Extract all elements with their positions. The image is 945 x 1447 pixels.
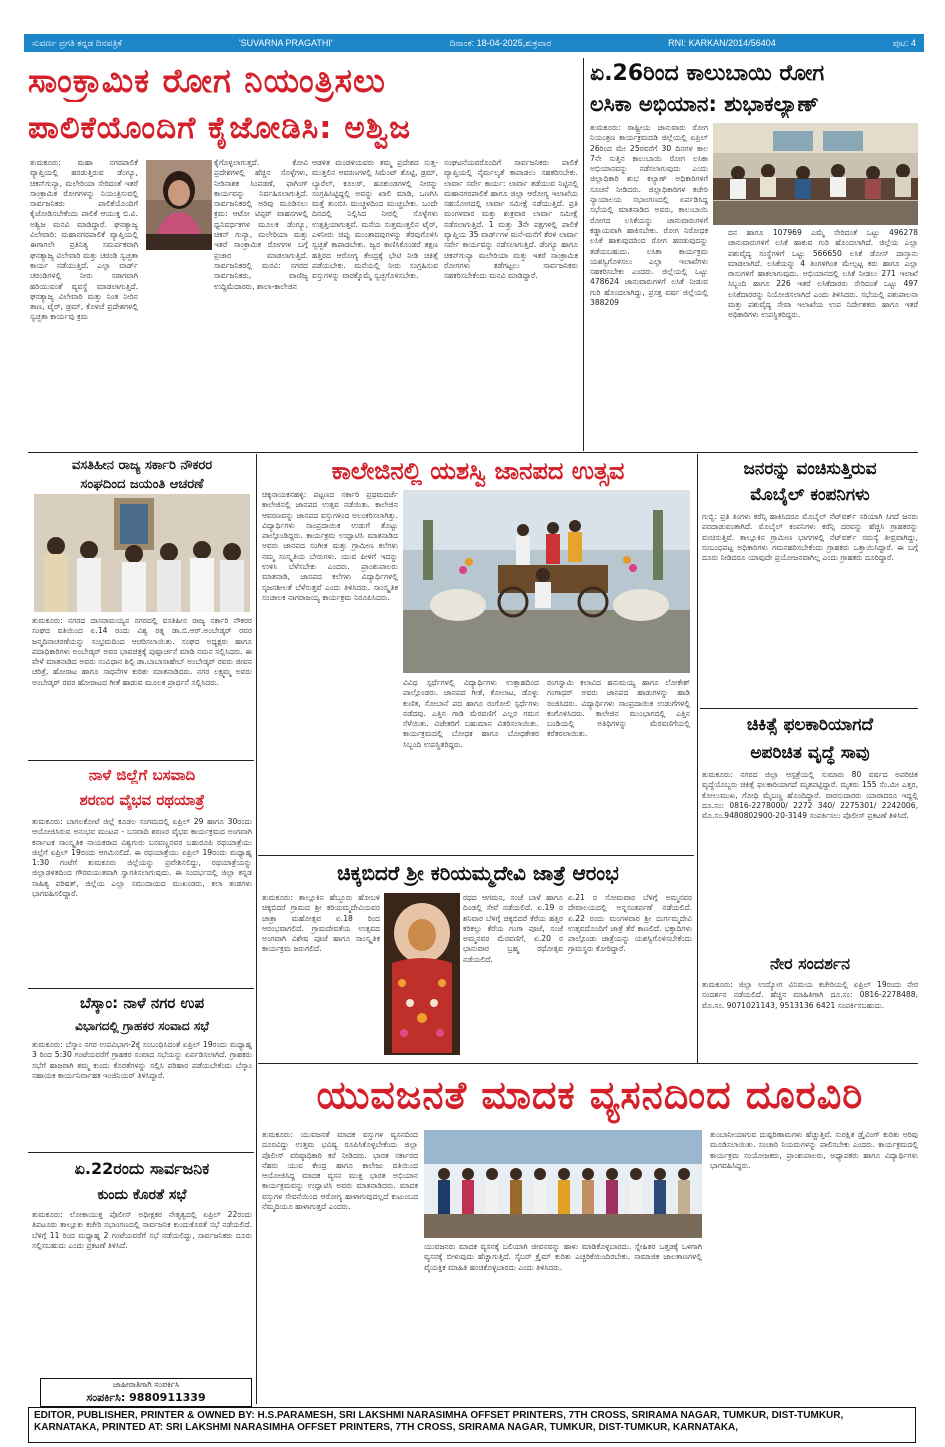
divider	[28, 988, 254, 989]
divider	[28, 760, 254, 761]
mobile-headline-line1: ಜನರನ್ನು ವಂಚಿಸುತ್ತಿರುವ	[743, 459, 877, 479]
masthead-page: ಪುಟ: 4	[892, 37, 916, 48]
folk-festival-photo	[403, 490, 690, 673]
temple-deity-photo	[384, 893, 460, 1055]
ad-box	[40, 1378, 252, 1407]
vaccine-col1: ತುಮಕೂರು: ರಾಷ್ಟ್ರೀಯ ಜಾನುವಾರು ರೋಗ ನಿಯಂತ್ರಣ ಕಾರ್ಯಕ್ರಮದಡಿ ಜಿಲ್ಲೆಯಲ್ಲಿ ಏಪ್ರಿಲ್ 26ರಿಂದ ಮೇ 25ರವರೆಗೆ 30 ದಿನಗಳ ಕಾಲ 7ನೇ ಸುತ್ತಿನ ಕಾಲುಬಾಯಿ ರೋಗ ಲಸಿಕಾ ಅಭಿಯಾನವನ್ನು ನಡೆಸಲಾಗುವುದು ಎಂದು ಜಿಲ್ಲಾಧಿಕಾರಿ ಶುಭ ಕಲ್ಯಾಣ್ ಅಧಿಕಾರಿಗಳಿಗೆ ಸೂಚನೆ ನೀಡಿದರು. ಜಿಲ್ಲಾಧಿಕಾರಿಗಳ ಕಚೇರಿ ನ್ಯಾಯಾಲಯ ಸಭಾಂಗಣದಲ್ಲಿ ಏರ್ಪಡಿಸಿದ್ದ ಸಭೆಯಲ್ಲಿ ಮಾತನಾಡಿದ ಅವರು, ಕಾಲುಬಾಯಿ ರೋಗದ ಲಸಿಕೆಯನ್ನು ಜಾನುವಾರುಗಳಿಗೆ ಕಡ್ಡಾಯವಾಗಿ ಹಾಕಿಸಬೇಕು. ರೋಗ ನಿರೋಧಕ ಲಸಿಕೆ ಹಾಕುವುದರಿಂದ ರೋಗ ಹರಡುವುದನ್ನು ತಡೆಯಬಹುದು. ಲಸಿಕಾ ಕಾರ್ಯಕ್ರಮ ಯಶಸ್ವಿಗೊಳಿಸಲು ಎಲ್ಲಾ ಇಲಾಖೆಗಳು ಸಹಕರಿಸಬೇಕು ಎಂದರು. ಜಿಲ್ಲೆಯಲ್ಲಿ ಒಟ್ಟು 478624 ಜಾನುವಾರುಗಳಿಗೆ ಲಸಿಕೆ ನೀಡುವ ಗುರಿ ಹೊಂದಲಾಗಿದ್ದು, ಪ್ರಸಕ್ತ ವರ್ಷ ಜಿಲ್ಲೆಯಲ್ಲಿ 388209	[590, 123, 708, 308]
folk-col3: ರಂಗಸ್ವಾಮಿ ಕಲಾವಿದ ಹನುಮಯ್ಯ ಹಾಗೂ ಲೋಕೇಶ್ ಗಂಗಾಧರ್ ಅವರು ಜಾನಪದ ಹಾಡುಗಳನ್ನು ಹಾಡಿ ರಂಜಿಸಿದರು. ವಿದ್ಯಾರ್ಥಿಗಳು ಸಾಂಪ್ರದಾಯಿಕ ಉಡುಗೆಗಳಲ್ಲಿ ಕಂಗೊಳಿಸಿದರು. ಕಾಲೇಜಿನ ಮುಂಭಾಗದಲ್ಲಿ ಎತ್ತಿನ ಬಂಡಿಯಲ್ಲಿ ಅತಿಥಿಗಳನ್ನು ಮೆರವಣಿಗೆಯಲ್ಲಿ ಕರೆತರಲಾಯಿತು.	[547, 678, 690, 739]
divider	[256, 454, 257, 1404]
ad-phone: 9880911339	[129, 1391, 206, 1404]
ad-line1: ಜಾಹೀರಾತಿಗಾಗಿ ಸಂಪರ್ಕಿಸಿ	[112, 1380, 180, 1389]
masthead-bar	[24, 34, 924, 52]
basava-body: ತುಮಕೂರು: ಬಾಗಲಕೋಟೆ ಜಿಲ್ಲೆ ಕೂಡಲ ಸಂಗಮದಲ್ಲಿ ಏಪ್ರಿಲ್ 29 ಹಾಗೂ 30ರಂದು ಆಯೋಜಿಸಿರುವ ಅನುಭವ ಮಂಟಪ - ಬಸವಾದಿ ಶರಣರ ವೈಭವ ಕಾರ್ಯಕ್ರಮದ ಅಂಗವಾಗಿ ಕರ್ನಾಟಕ ಸಾಂಸ್ಕೃತಿಕ ನಾಯಕರಾದ ವಿಶ್ವಗುರು ಬಸವಣ್ಣನವರ ಬಹುರೂಪಿ ರಥಯಾತ್ರೆಯು ಜಿಲ್ಲೆಗೆ ಏಪ್ರಿಲ್ 19ರಂದು ಆಗಮಿಸಲಿದೆ. ಈ ರಥಯಾತ್ರೆಯು ಏಪ್ರಿಲ್ 19ರಂದು ಮಧ್ಯಾಹ್ನ 1:30 ಗಂಟೆಗೆ ತುಮಕೂರು ಜಿಲ್ಲೆಯನ್ನು ಪ್ರವೇಶಿಸಲಿದ್ದು, ರಥಯಾತ್ರೆಯನ್ನು ಜಿಲ್ಲಾಡಳಿತದಿಂದ ಗೌರವಯುತವಾಗಿ ಸ್ವಾಗತಿಸಲಾಗುವುದು. ಈ ಸಂದರ್ಭದಲ್ಲಿ ಜಿಲ್ಲಾ ಕನ್ನಡ ಸಾಹಿತ್ಯ ಪರಿಷತ್, ಜಿಲ್ಲೆಯ ಎಲ್ಲಾ ಸಮುದಾಯದ ಮುಖಂಡರು, ಕಲಾ ತಂಡಗಳು ಭಾಗವಹಿಸಲಿದ್ದಾರೆ.	[32, 817, 252, 899]
basava-headline-line2: ಶರಣರ ವೈಭವ ರಥಯಾತ್ರೆ	[79, 791, 205, 809]
main-col1: ತುಮಕೂರು: ಮಹಾ ನಗರಪಾಲಿಕೆ ವ್ಯಾಪ್ತಿಯಲ್ಲಿ ಹರಡುತ್ತಿರುವ ಡೆಂಗ್ಯೂ, ಚಿಕನ್‌ಗುನ್ಯಾ, ಮಲೇರಿಯಾ ಸೇರಿದಂತೆ ಇತರೆ ಸಾಂಕ್ರಾಮಿಕ ರೋಗಗಳನ್ನು ನಿಯಂತ್ರಿಸುವಲ್ಲಿ ಸಾರ್ವಜನಿಕರು ಪಾಲಿಕೆಯೊಂದಿಗೆ ಕೈಜೋಡಿಸಬೇಕೆಂದು ಪಾಲಿಕೆ ಆಯುಕ್ತ ಬಿ.ವಿ. ಅಶ್ವಿಜ ಮನವಿ ಮಾಡಿದ್ದಾರೆ. ಘನತ್ಯಾಜ್ಯ ವಿಲೇವಾರಿ: ಮಹಾನಗರಪಾಲಿಕೆ ವ್ಯಾಪ್ತಿಯಲ್ಲಿ ಈಗಾಗಲೇ ಪ್ರತಿನಿತ್ಯ ಸಮರ್ಪಕವಾಗಿ ಘನತ್ಯಾಜ್ಯ ವಿಲೇವಾರಿ ಮತ್ತು ಚರಂಡಿ ಸ್ವಚ್ಛತಾ ಕಾರ್ಯ ನಡೆಯುತ್ತಿದೆ. ಎಲ್ಲಾ ವಾರ್ಡ್ ಚರಂಡಿಗಳಲ್ಲಿ ನೀರು ಸರಾಗವಾಗಿ ಹರಿಯುವಂತೆ ವ್ಯವಸ್ಥೆ ಮಾಡಲಾಗುತ್ತಿದೆ. ಘನತ್ಯಾಜ್ಯ ವಿಲೇವಾರಿ ಮತ್ತು ನಿಂತ ನೀರಿನ ತಾಣ, ಟೈರ್, ಡ್ರಮ್, ಕೊಳಚೆ ಪ್ರದೇಶಗಳಲ್ಲಿ ಸ್ವಚ್ಛತಾ ಕಾರ್ಯವು ಕ್ರಮ	[30, 158, 138, 322]
drug-headline: ಯುವಜನತೆ ಮಾದಕ ವ್ಯಸನದಿಂದ ದೂರವಿರಿ	[316, 1073, 864, 1117]
folk-headline: ಕಾಲೇಜಿನಲ್ಲಿ ಯಶಸ್ವಿ ಜಾನಪದ ಉತ್ಸವ	[331, 457, 625, 485]
divider	[700, 708, 918, 709]
main-col4: ಸಂಘಟನೆಯವರೊಂದಿಗೆ ಸಾರ್ವಜನಿಕರು ಪಾಲಿಕೆ ವ್ಯಾಪ್ತಿಯಲ್ಲಿ ನೈರ್ಮಲ್ಯತೆ ಕಾಪಾಡಲು ಸಹಕರಿಸಬೇಕು. ಲಾರ್ವಾ ಸರ್ವೇ ಕಾರ್ಯ: ಲಾರ್ವಾ ತಡೆಯುವ ನಿಟ್ಟಿನಲ್ಲಿ ಮಹಾನಗರಪಾಲಿಕೆ ಹಾಗೂ ಜಿಲ್ಲಾ ಆರೋಗ್ಯ ಇಲಾಖೆಯ ಸಹಯೋಗದಲ್ಲಿ ಲಾರ್ವಾ ಸಮೀಕ್ಷೆ ನಡೆಯುತ್ತಿದೆ. ಪ್ರತಿ ಮಂಗಳವಾರ ಮತ್ತು ಶುಕ್ರವಾರ ಲಾರ್ವಾ ಸಮೀಕ್ಷೆ ನಡೆಸಲಾಗುತ್ತಿದೆ. 1 ಮತ್ತು 3ನೇ ಪಕ್ಷಗಳಲ್ಲಿ ಪಾಲಿಕೆ ವ್ಯಾಪ್ತಿಯ 35 ವಾರ್ಡ್‌ಗಳ ಮನೆ-ಮನೆಗೆ ತೆರಳಿ ಲಾರ್ವಾ ಸರ್ವೇ ಕಾರ್ಯವನ್ನು ನಡೆಸಲಾಗುತ್ತಿದೆ. ಡೆಂಗ್ಯೂ ಹಾಗೂ ಚಿಕನ್‌ಗುನ್ಯಾ ಮಲೇರಿಯಾ ಮತ್ತು ಇತರೆ ಸಾಂಕ್ರಾಮಿಕ ರೋಗಗಳು ತಡೆಗಟ್ಟಲು ಸಾರ್ವಜನಿಕರು ಸಹಕರಿಸಬೇಕೆಂದು ಮನವಿ ಮಾಡಿದ್ದಾರೆ.	[444, 158, 578, 281]
masthead-title: 'SUVARNA PRAGATHI'	[238, 38, 333, 48]
mobile-headline-line2: ಮೊಬೈಲ್ ಕಂಪನಿಗಳು	[750, 485, 870, 505]
elder-body: ತುಮಕೂರು: ನಗರದ ಜಿಲ್ಲಾ ಆಸ್ಪತ್ರೆಯಲ್ಲಿ ಸುಮಾರು 80 ವರ್ಷದ ಅಪರಿಚಿತ ವೃದ್ಧೆಯೊಬ್ಬರು ಚಿಕಿತ್ಸೆ ಫಲಕಾರಿಯಾಗದೆ ಮೃತಪಟ್ಟಿದ್ದಾರೆ. ಮೃತರು 155 ಸೆಂ.ಮೀ ಎತ್ತರ, ಕೋಲುಮುಖ, ಗೋಧಿ ಮೈಬಣ್ಣ ಹೊಂದಿದ್ದಾರೆ. ವಾರಸುದಾರರು ಯಾರಾದರೂ ಇದ್ದಲ್ಲಿ ದೂ.ಸಂ: 0816-2278000/ 2272 340/ 2275301/ 2242006, ಮೊ.ಸಂ.9480802900-20-3149 ಸಂಪರ್ಕಿಸಲು ಪೊಲೀಸ್ ಪ್ರಕಟಣೆ ತಿಳಿಸಿದೆ.	[702, 770, 918, 821]
masthead-left: ಸುವರ್ಣ ಪ್ರಗತಿ ಕನ್ನಡ ದಿನಪತ್ರಿಕೆ	[32, 37, 122, 48]
divider	[28, 452, 918, 453]
commissioner-photo	[146, 160, 212, 250]
police-body: ತುಮಕೂರು: ಲೋಕಾಯುಕ್ತ ಪೊಲೀಸ್ ಅಧೀಕ್ಷಕರ ನೇತೃತ್ವದಲ್ಲಿ ಏಪ್ರಿಲ್ 22ರಂದು ತಿಪಟೂರು ತಾಲ್ಲೂಕು ಕಚೇರಿ ಸಭಾಂಗಣದಲ್ಲಿ ಸಾರ್ವಜನಿಕ ಕುಂದುಕೊರತೆ ಸಭೆ ನಡೆಯಲಿದೆ. ಬೆಳಿಗ್ಗೆ 11 ರಿಂದ ಮಧ್ಯಾಹ್ನ 2 ಗಂಟೆಯವರೆಗೆ ಸಭೆ ನಡೆಯಲಿದ್ದು, ಸಾರ್ವಜನಿಕರು ದೂರು ಸಲ್ಲಿಸಬಹುದು ಎಂದು ಪ್ರಕಟಣೆ ತಿಳಿಸಿದೆ.	[32, 1210, 252, 1250]
vaccine-headline-line2: ಲಸಿಕಾ ಅಭಿಯಾನ: ಶುಭಾಕಲ್ಯಾಣ್	[590, 92, 819, 116]
main-headline-line2: ಪಾಲಿಕೆಯೊಂದಿಗೆ ಕೈಜೋಡಿಸಿ: ಅಶ್ವಿಜ	[28, 110, 412, 146]
interview-headline: ನೇರ ಸಂದರ್ಶನ	[769, 954, 851, 973]
divider	[583, 58, 584, 451]
mobile-body: ಗುಬ್ಬಿ: ಪ್ರತಿ ತಿಂಗಳು ಕರೆನ್ಸಿ ಹಾಕಿಸಿದರೂ ಮೊಬೈಲ್ ನೆಟ್‌ವರ್ಕ್ ಸರಿಯಾಗಿ ಸಿಗದೆ ಜನರು ಪರದಾಡುವಂತಾಗಿದೆ. ಮೊಬೈಲ್ ಕಂಪನಿಗಳು ಕರೆನ್ಸಿ ದರವನ್ನು ಹೆಚ್ಚಿಸಿ ಗ್ರಾಹಕರನ್ನು ವಂಚಿಸುತ್ತಿವೆ. ತಾಲ್ಲೂಕಿನ ಗ್ರಾಮೀಣ ಭಾಗಗಳಲ್ಲಿ ನೆಟ್‌ವರ್ಕ್ ಸಮಸ್ಯೆ ತೀವ್ರವಾಗಿದ್ದು, ಸಂಬಂಧಪಟ್ಟ ಅಧಿಕಾರಿಗಳು ಗಮನಹರಿಸಬೇಕೆಂದು ಗ್ರಾಹಕರು ಒತ್ತಾಯಿಸಿದ್ದಾರೆ. ಈ ಬಗ್ಗೆ ದೂರು ನೀಡಿದರೂ ಯಾವುದೇ ಪ್ರಯೋಜನವಾಗಿಲ್ಲ ಎಂದು ಗ್ರಾಹಕರು ದೂರಿದ್ದಾರೆ.	[702, 512, 918, 563]
main-headline-line1: ಸಾಂಕ್ರಾಮಿಕ ರೋಗ ನಿಯಂತ್ರಿಸಲು	[28, 61, 386, 100]
main-col2: ಕೈಗೊಳ್ಳಲಾಗುತ್ತದೆ. ಕೋವಿ ಪ್ರದೇಶಗಳಲ್ಲಿ ಹೆಚ್ಚಿನ ಸೊಳ್ಳೆಗಳು, ನೀರಿನಾಶಕ ಸಿಂಪಡಣೆ, ಫಾಗಿಂಗ್ ಕಾರ್ಯವನ್ನು ನಿರ್ವಹಿಸಲಾಗುತ್ತಿದೆ. ಸಾರ್ವಜನಿಕರಲ್ಲಿ ಅರಿವು ಮೂಡಿಸಲು ಕ್ರಮ: ಆಟೋ ಟಿಪ್ಪರ್ ವಾಹನಗಳಲ್ಲಿ ಧ್ವನಿವರ್ಧಕಗಳ ಮೂಲಕ ಡೆಂಗ್ಯೂ, ಚಿಕನ್ ಗುನ್ಯಾ, ಮಲೇರಿಯಾ ಮತ್ತು ಇತರೆ ಸಾಂಕ್ರಾಮಿಕ ರೋಗಗಳ ಬಗ್ಗೆ ಪ್ರಚಾರ ಮಾಡಲಾಗುತ್ತಿದೆ. ಸಾರ್ವಜನಿಕರಲ್ಲಿ ಮನವಿ: ನಗರದ ಸಾರ್ವಜನಿಕರು, ವಾಣಿಜ್ಯ ಉದ್ದಿಮೆದಾರರು, ಶಾಲಾ-ಕಾಲೇಜಿನ	[214, 158, 308, 291]
folk-col1: ಚಿಕ್ಕನಾಯಕನಹಳ್ಳಿ: ಪಟ್ಟಣದ ಸರ್ಕಾರಿ ಪ್ರಥಮದರ್ಜೆ ಕಾಲೇಜಿನಲ್ಲಿ ಜಾನಪದ ಉತ್ಸವ ನಡೆಯಿತು. ಕಾಲೇಜಿನ ಆವರಣವನ್ನು ಜಾನಪದ ವಸ್ತುಗಳಿಂದ ಅಲಂಕರಿಸಲಾಗಿತ್ತು. ವಿದ್ಯಾರ್ಥಿಗಳು ಸಾಂಪ್ರದಾಯಿಕ ಉಡುಗೆ ತೊಟ್ಟು ಪಾಲ್ಗೊಂಡಿದ್ದರು. ಕಾರ್ಯಕ್ರಮ ಉದ್ಘಾಟಿಸಿ ಮಾತನಾಡಿದ ಅವರು ಜಾನಪದ ಸಂಗೀತ ಮತ್ತು ಗ್ರಾಮೀಣ ಕಲೆಗಳು ನಮ್ಮ ಸಂಸ್ಕೃತಿಯ ಬೇರುಗಳು. ಯುವ ಪೀಳಿಗೆ ಇದನ್ನು ಉಳಿಸಿ ಬೆಳೆಸಬೇಕು ಎಂದರು. ಪ್ರಾಂಶುಪಾಲರು ಮಾತನಾಡಿ, ಜಾನಪದ ಕಲೆಗಳು ವಿದ್ಯಾರ್ಥಿಗಳಲ್ಲಿ ಸೃಜನಶೀಲತೆ ಬೆಳೆಸುತ್ತವೆ ಎಂದು ತಿಳಿಸಿದರು. ಸಾಂಸ್ಕೃತಿಕ ಸಂಚಾಲಕ ನಾಗರಾಜಯ್ಯ ಕಾರ್ಯಕ್ರಮ ನಿರೂಪಿಸಿದರು.	[262, 490, 398, 602]
police-headline-line1: ಏ.22ರಂದು ಸಾರ್ವಜನಿಕ	[74, 1159, 210, 1178]
basava-headline-line1: ನಾಳೆ ಜಿಲ್ಲೆಗೆ ಬಸವಾದಿ	[88, 766, 196, 784]
ambedkar-body: ತುಮಕೂರು: ನಗರದ ದಾಸರಾಮಯ್ಯನ ನಗರದಲ್ಲಿ ವಸತಿಹೀನ ರಾಜ್ಯ ಸರ್ಕಾರಿ ನೌಕರರ ಸಂಘದ ವತಿಯಿಂದ ಏ.14 ರಂದು ವಿಶ್ವ ರತ್ನ ಡಾ.ಬಿ.ಆರ್.ಅಂಬೇಡ್ಕರ್ ರವರ ಜನ್ಮದಿನಾಚರಣೆಯನ್ನು ಸಂಭ್ರಮದಿಂದ ಆಚರಿಸಲಾಯಿತು. ಸಂಘದ ಅಧ್ಯಕ್ಷರು ಹಾಗೂ ಪದಾಧಿಕಾರಿಗಳು ಅಂಬೇಡ್ಕರ್ ಅವರ ಭಾವಚಿತ್ರಕ್ಕೆ ಪುಷ್ಪಾರ್ಚನೆ ಮಾಡಿ ನಮನ ಸಲ್ಲಿಸಿದರು. ಈ ವೇಳೆ ಮಾತನಾಡಿದ ಅವರು ಸಂವಿಧಾನ ಶಿಲ್ಪಿ ಡಾ.ಬಾಬಾಸಾಹೇಬ್ ಅಂಬೇಡ್ಕರ್ ರವರು ಜೀವನ ಚರಿತ್ರೆ, ಹೋರಾಟ ಹಾಗೂ ಸಾಧನೆಗಳ ಕುರಿತು ಮಾತನಾಡಿದರು. ನಗರ ಲಕ್ಷ್ಮಮ್ಮ ಅವರು ಅಂಬೇಡ್ಕರ್ ರವರ ಹೋರಾಟದ ಗೀತೆ ಹಾಡುವ ಮೂಲಕ ಪ್ರಾರ್ಥನೆ ಸಲ್ಲಿಸಿದರು.	[32, 616, 252, 687]
elder-headline-line2: ಅಪರಿಚಿತ ವೃದ್ಧೆ ಸಾವು	[750, 743, 870, 763]
drug-col3: ತುಂಬಾನೀಯಾಗುವ ದುಷ್ಪರಿಣಾಮಗಳು ಹೆಚ್ಚುತ್ತಿವೆ. ಸುರಕ್ಷಿತ ಡ್ರೈವಿಂಗ್ ಕುರಿತು ಅರಿವು ಮೂಡಿಸಲಾಯಿತು. ಸಂಚಾರಿ ನಿಯಮಗಳನ್ನು ಪಾಲಿಸಬೇಕು ಎಂದರು. ಕಾರ್ಯಕ್ರಮದಲ್ಲಿ ಕಾರ್ಯಕ್ರಮ ಸಂಯೋಜಕರು, ಪ್ರಾಂಶುಪಾಲರು, ಅಧ್ಯಾಪಕರು ಹಾಗೂ ವಿದ್ಯಾರ್ಥಿಗಳು ಭಾಗವಹಿಸಿದ್ದರು.	[710, 1130, 918, 1170]
masthead-date: ದಿನಾಂಕ: 18-04-2025,ಶುಕ್ರವಾರ	[449, 37, 552, 48]
main-col2-a	[146, 256, 212, 450]
police-headline-line2: ಕುಂದು ಕೊರತೆ ಸಭೆ	[97, 1187, 187, 1203]
folk-col2: ವಿವಿಧ ಸ್ಪರ್ಧೆಗಳಲ್ಲಿ ವಿದ್ಯಾರ್ಥಿಗಳು ಉತ್ಸಾಹದಿಂದ ಪಾಲ್ಗೊಂಡರು. ಜಾನಪದ ಗೀತೆ, ಕೋಲಾಟ, ಡೊಳ್ಳು ಕುಣಿತ, ಸೋಬಾನೆ ಪದ ಹಾಗೂ ರಂಗೋಲಿ ಸ್ಪರ್ಧೆಗಳು ನಡೆದವು. ಎತ್ತಿನ ಗಾಡಿ ಮೆರವಣಿಗೆ ಎಲ್ಲರ ಗಮನ ಸೆಳೆಯಿತು. ವಿಜೇತರಿಗೆ ಬಹುಮಾನ ವಿತರಿಸಲಾಯಿತು. ಕಾರ್ಯಕ್ರಮದಲ್ಲಿ ಬೋಧಕ ಹಾಗೂ ಬೋಧಕೇತರ ಸಿಬ್ಬಂದಿ ಉಪಸ್ಥಿತರಿದ್ದರು.	[403, 678, 539, 749]
vaccine-headline-line1: ಏ.26ರಿಂದ ಕಾಲುಬಾಯಿ ರೋಗ	[590, 61, 825, 86]
ambedkar-headline-line2: ಸಂಘದಿಂದ ಜಯಂತಿ ಆಚರಣೆ	[80, 477, 204, 492]
drug-event-photo	[424, 1130, 702, 1238]
imprint-footer: EDITOR, PUBLISHER, PRINTER & OWNED BY: H.S.PARAMESH, SRI LAKSHMI NARASIMHA OFFSET PRINTERS, 7TH CROSS, SRIRAMA NAGAR, TUMKUR, DIST-TUMKUR, KARNATAKA, PRINTED AT: SRI LAKSHMI NARASIMHA OFFSET PRINTERS, 7TH CROSS, SRIRAMA NAGAR, TUMKUR, DIST-TUMKUR, KARNATAKA,	[28, 1407, 916, 1443]
interview-body: ತುಮಕೂರು: ಜಿಲ್ಲಾ ಉದ್ಯೋಗ ವಿನಿಮಯ ಕಚೇರಿಯಲ್ಲಿ ಏಪ್ರಿಲ್ 19ರಂದು ನೇರ ಸಂದರ್ಶನ ನಡೆಯಲಿದೆ. ಹೆಚ್ಚಿನ ಮಾಹಿತಿಗಾಗಿ ದೂ.ಸಂ: 0816-2278488, ಮೊ.ಸಂ. 9071021143, 9513136 6421 ಸಂಪರ್ಕಿಸಬಹುದು.	[702, 980, 918, 1010]
bescom-headline-line1: ಬೆಸ್ಕಾಂ: ನಾಳೆ ನಗರ ಉಪ	[79, 994, 205, 1012]
drug-col1: ತುಮಕೂರು: ಯುವಜನತೆ ಮಾದಕ ವಸ್ತುಗಳ ವ್ಯಸನದಿಂದ ದೂರವಿದ್ದು ಉತ್ತಮ ಭವಿಷ್ಯ ರೂಪಿಸಿಕೊಳ್ಳಬೇಕೆಂದು ಜಿಲ್ಲಾ ಪೊಲೀಸ್ ವರಿಷ್ಠಾಧಿಕಾರಿ ಕರೆ ನೀಡಿದರು. ಭಾರತ ಸರ್ಕಾರದ ನೆಹರು ಯುವ ಕೇಂದ್ರ ಹಾಗೂ ಕಾಲೇಜು ವತಿಯಿಂದ ಆಯೋಜಿಸಿದ್ದ ಮಾದಕ ವ್ಯಸನ ಮುಕ್ತ ಭಾರತ ಅಭಿಯಾನ ಕಾರ್ಯಕ್ರಮವನ್ನು ಉದ್ಘಾಟಿಸಿ ಅವರು ಮಾತನಾಡಿದರು. ಮಾದಕ ವಸ್ತುಗಳ ಸೇವನೆಯಿಂದ ಆರೋಗ್ಯ ಹಾಳಾಗುವುದಲ್ಲದೆ ಕುಟುಂಬದ ನೆಮ್ಮದಿಯೂ ಹಾಳಾಗುತ್ತದೆ ಎಂದರು.	[262, 1130, 418, 1212]
ambedkar-event-photo	[34, 494, 250, 612]
divider	[697, 454, 698, 1064]
divider	[28, 1152, 254, 1153]
bescom-headline-line2: ವಿಭಾಗದಲ್ಲಿ ಗ್ರಾಹಕರ ಸಂವಾದ ಸಭೆ	[75, 1019, 209, 1033]
ad-label: ಸಂಪರ್ಕಿಸಿ:	[86, 1391, 130, 1404]
elder-headline-line1: ಚಿಕಿತ್ಸೆ ಫಲಕಾರಿಯಾಗದೆ	[746, 715, 874, 735]
divider	[258, 1063, 918, 1064]
temple-headline: ಚಿಕ್ಕಬಿದರೆ ಶ್ರೀ ಕರಿಯಮ್ಮದೇವಿ ಜಾತ್ರೆ ಆರಂಭ	[337, 861, 619, 885]
temple-col2: ರಥದ ಆಗಮನ, ಸಂಜೆ ಬಾಳೆ ಹಾಗೂ ದಿಂಡಲ್ಲಿ ಸೇವೆ ನಡೆಯಲಿದೆ. ಏ.19 ರ ಶನಿವಾರ ಬೆಳಿಗ್ಗೆ ಚಿಕ್ಕಬಿದರೆ ಕೆರೆಯ ಹತ್ತಿರ ಕರಿಕಲ್ಲು ಕೆರೆಯ ಗಂಗಾ ಪೂಜೆ, ಸಂಜೆ ಅಮ್ಮನವರ ಮೆರವಣಿಗೆ, ಏ.20 ರ ಭಾನುವಾರ ಬ್ರಹ್ಮ ರಥೋತ್ಸವ ನಡೆಯಲಿದೆ.	[463, 893, 563, 964]
divider	[258, 855, 694, 856]
main-col3: ಆಡಳಿತ ಮಂಡಳಿಯವರು ತಮ್ಮ ಪ್ರದೇಶದ ಸುತ್ತ-ಮುತ್ತಲಿನ ಆವರಣಗಳಲ್ಲಿ ಸಿಮೆಂಟ್ ತೊಟ್ಟಿ, ಡ್ರಮ್, ಬ್ಯಾರೆಲ್, ಕೂಲರ್, ಹೂಕುಂಡಗಳಲ್ಲಿ ನೀರನ್ನು ಸಂಗ್ರಹಿಸಿಟ್ಟಿದ್ದಲ್ಲಿ ಅವನ್ನು ಖಾಲಿ ಮಾಡಿ, ಒಣಗಿಸಿ ಮತ್ತೆ ತುಂಬಿಸಿ ಮುಚ್ಚಳದಿಂದ ಮುಚ್ಚಬೇಕು. ಒಂದೇ ದಿನದಲ್ಲಿ ನಿಲ್ಲಿಸಿದ ನೀರಲ್ಲಿ ಸೊಳ್ಳೆಗಳು ಉತ್ಪತ್ತಿಯಾಗುತ್ತವೆ. ಮನೆಯ ಸುತ್ತಮುತ್ತಲಿನ ಟೈರ್, ಎಳನೀರು ಚಿಪ್ಪು ಮುಂತಾದವುಗಳನ್ನು ತೆರವುಗೊಳಿಸಿ ಸ್ವಚ್ಛತೆ ಕಾಪಾಡಬೇಕು. ಜ್ವರ ಕಾಣಿಸಿಕೊಂಡರೆ ತಕ್ಷಣ ಹತ್ತಿರದ ಆರೋಗ್ಯ ಕೇಂದ್ರಕ್ಕೆ ಭೇಟಿ ನೀಡಿ ಚಿಕಿತ್ಸೆ ಪಡೆಯಬೇಕು. ಮನೆಯಲ್ಲಿ ನೀರು ಸಂಗ್ರಹಿಸುವ ವಸ್ತುಗಳನ್ನು ವಾರಕ್ಕೊಮ್ಮೆ ಸ್ವಚ್ಛಗೊಳಿಸಬೇಕು.	[312, 158, 438, 281]
bescom-body: ತುಮಕೂರು: ಬೆಸ್ಕಾಂ ನಗರ ಉಪವಿಭಾಗ-2ಕ್ಕೆ ಸಂಬಂಧಿಸಿದಂತೆ ಏಪ್ರಿಲ್ 19ರಂದು ಮಧ್ಯಾಹ್ನ 3 ರಿಂದ 5:30 ಗಂಟೆಯವರೆಗೆ ಗ್ರಾಹಕರ ಸಂವಾದ ಸಭೆಯನ್ನು ಏರ್ಪಡಿಸಲಾಗಿದೆ. ಗ್ರಾಹಕರು ಸಭೆಗೆ ಹಾಜರಾಗಿ ತಮ್ಮ ಕುಂದು ಕೊರತೆಗಳನ್ನು ಸಲ್ಲಿಸಿ ಪರಿಹಾರ ಪಡೆಯಬೇಕೆಂದು ಬೆಸ್ಕಾಂ ಸಹಾಯಕ ಕಾರ್ಯನಿರ್ವಾಹಕ ಇಂಜಿನಿಯರ್ ತಿಳಿಸಿದ್ದಾರೆ.	[32, 1040, 252, 1080]
vaccine-col2: ದನ ಹಾಗೂ 107969 ಎಮ್ಮೆ ಸೇರಿದಂತೆ ಒಟ್ಟು 496278 ಜಾನುವಾರುಗಳಿಗೆ ಲಸಿಕೆ ಹಾಕುವ ಗುರಿ ಹೊಂದಲಾಗಿದೆ. ಜಿಲ್ಲೆಯ ಎಲ್ಲಾ ಪಶುವೈದ್ಯ ಸಂಸ್ಥೆಗಳಿಗೆ ಒಟ್ಟು 566650 ಲಸಿಕೆ ಡೋಸ್ ದಾಸ್ತಾನು ಮಾಡಲಾಗಿದೆ. ಲಸಿಕೆಯನ್ನು 4 ತಿಂಗಳಿಗಿಂತ ಮೇಲ್ಪಟ್ಟ ಕರು ಹಾಗೂ ಎಲ್ಲಾ ರಾಸುಗಳಿಗೆ ಹಾಕಲಾಗುವುದು. ಅಭಿಯಾನದಲ್ಲಿ ಲಸಿಕೆ ನೀಡಲು 271 ಇಲಾಖೆ ಸಿಬ್ಬಂದಿ ಹಾಗೂ 226 ಇತರೆ ಲಸಿಕೆದಾರರು ಸೇರಿದಂತೆ ಒಟ್ಟು 497 ಲಸಿಕೆದಾರರನ್ನು ನಿಯೋಜಿಸಲಾಗಿದೆ ಎಂದು ತಿಳಿಸಿದರು. ಸಭೆಯಲ್ಲಿ ಪಶುಪಾಲನಾ ಮತ್ತು ಪಶುವೈದ್ಯ ಸೇವಾ ಇಲಾಖೆಯ ಉಪ ನಿರ್ದೇಶಕರು ಹಾಗೂ ಇತರೆ ಅಧಿಕಾರಿಗಳು ಉಪಸ್ಥಿತರಿದ್ದರು.	[728, 228, 918, 320]
vaccine-meeting-photo	[713, 123, 918, 225]
temple-col3: ಏ.21 ರ ಸೋಮವಾರ ಬೆಳಿಗ್ಗೆ ಅಮ್ಮನವರ ದೇವಾಲಯದಲ್ಲಿ ಅನ್ನಸಂತರ್ಪಣೆ ನಡೆಯಲಿದೆ. ಏ.22 ರಂದು ಮಂಗಳವಾರ ಶ್ರೀ ದುರ್ಗಮ್ಮದೇವಿ ಉತ್ಸವದೊಂದಿಗೆ ಜಾತ್ರೆ ತೆರೆ ಕಾಣಲಿದೆ. ಭಕ್ತಾದಿಗಳು ಪಾಲ್ಗೊಂಡು ಜಾತ್ರೆಯನ್ನು ಯಶಸ್ವಿಗೊಳಿಸಬೇಕೆಂದು ಗ್ರಾಮಸ್ಥರು ಕೋರಿದ್ದಾರೆ.	[568, 893, 692, 954]
temple-col1: ತುಮಕೂರು: ತಾಲ್ಲೂಕಿನ ಹೆಬ್ಬೂರು ಹೋಬಳಿ ಚಿಕ್ಕಬಿದರೆ ಗ್ರಾಮದ ಶ್ರೀ ಕರಿಯಮ್ಮದೇವಿಯವರ ಜಾತ್ರಾ ಮಹೋತ್ಸವ ಏ.18 ರಿಂದ ಆರಂಭವಾಗಲಿದೆ. ಗ್ರಾಮದೇವತೆಯ ಉತ್ಸವದ ಅಂಗವಾಗಿ ವಿಶೇಷ ಪೂಜೆ ಹಾಗೂ ಸಾಂಸ್ಕೃತಿಕ ಕಾರ್ಯಕ್ರಮ ಜರುಗಲಿದೆ.	[262, 893, 380, 954]
drug-col2: ಯುವಜನರು ಮಾದಕ ವ್ಯಸನಕ್ಕೆ ಬಲಿಯಾಗಿ ಜೀವನವನ್ನು ಹಾಳು ಮಾಡಿಕೊಳ್ಳಬಾರದು. ಸ್ನೇಹಿತರ ಒತ್ತಡಕ್ಕೆ ಒಳಗಾಗಿ ವ್ಯಸನಕ್ಕೆ ಬೀಳುವುದು ಹೆಚ್ಚಾಗುತ್ತಿದೆ. ಸೈಬರ್ ಕ್ರೈಮ್ ಕುರಿತು ಎಚ್ಚರಿಕೆಯಿಂದಿರಬೇಕು. ಸಾಮಾಜಿಕ ಜಾಲತಾಣಗಳಲ್ಲಿ ವೈಯಕ್ತಿಕ ಮಾಹಿತಿ ಹಂಚಿಕೊಳ್ಳಬಾರದು ಎಂದು ತಿಳಿಸಿದರು.	[424, 1242, 702, 1272]
masthead-rni: RNI: KARKAN/2014/56404	[668, 38, 776, 48]
ambedkar-headline-line1: ವಸತಿಹೀನ ರಾಜ್ಯ ಸರ್ಕಾರಿ ನೌಕರರ	[71, 458, 213, 473]
